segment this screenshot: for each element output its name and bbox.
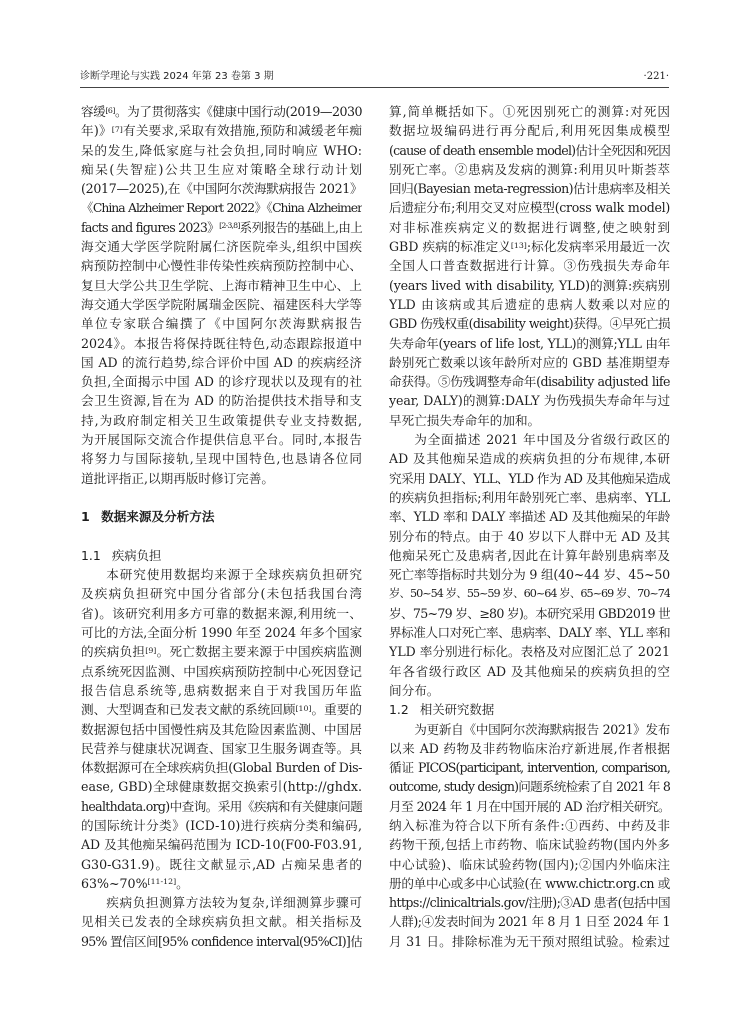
- text-run: GBD 疾病的标准定义: [389, 239, 511, 255]
- text-run: 月至 2024 年 1 月在中国开展的 AD 治疗相关研究。: [389, 798, 670, 814]
- text-run: 体数据源可在全球疾病负担(Global Burden of Dis-: [81, 760, 362, 776]
- text-line: [389, 874, 670, 893]
- text-run: 。为了贯彻落实《健康中国行动(2019—2030: [114, 104, 362, 119]
- text-line: [81, 102, 362, 121]
- subsection-heading: [81, 546, 362, 565]
- text-run: 失寿命年(years of life lost, YLL)的测算;YLL 由年: [389, 335, 670, 351]
- subsection-heading: [389, 700, 670, 719]
- text-run: 纳入标准为符合以下所有条件:①西药、中药及非: [389, 817, 670, 833]
- text-line: [389, 662, 670, 681]
- text-run: 63%~70%: [81, 875, 148, 891]
- text-run: 他痴呆死亡及患病者,因此在计算年龄别患病率及: [389, 547, 670, 563]
- text-line: [389, 584, 670, 603]
- citation-ref: [10]: [295, 703, 312, 713]
- text-line: [389, 198, 670, 217]
- text-line: [389, 835, 670, 854]
- text-run: AD 及其他痴呆编码范围为 ICD-10(F00-F03.91,: [81, 837, 362, 853]
- text-line: [81, 469, 362, 488]
- text-run: 报告信息系统等,患病数据来自于对我国历年监: [81, 682, 362, 698]
- text-run: 国 AD 的流行趋势,综合评价中国 AD 的疾病经济: [81, 354, 362, 370]
- text-run: 有关要求,采取有效措施,预防和减缓老年痴: [122, 123, 362, 139]
- text-line: [81, 642, 362, 661]
- text-run: (cause of death ensemble model)估计全死因和死因: [389, 142, 670, 158]
- text-line: [81, 584, 362, 603]
- text-run: YLD 由该病或其后遗症的患病人数乘以对应的: [389, 296, 670, 312]
- text-run: (2017—2025),在《中国阿尔茨海默病报告 2021》: [81, 181, 362, 197]
- text-run: 别分布的特点。由于 40 岁以下人群中无 AD 及其: [389, 528, 670, 544]
- text-line: [389, 893, 670, 912]
- text-line: [389, 739, 670, 758]
- text-run: 海交通大学医学院附属瑞金医院、福建医科大学等: [81, 296, 362, 312]
- text-line: [81, 932, 362, 951]
- text-run: ease, GBD)全球健康数据交换索引(http://ghdx.: [81, 779, 362, 795]
- running-header: [80, 66, 669, 88]
- text-line: [389, 855, 670, 874]
- text-line: [389, 141, 670, 160]
- text-line: [81, 855, 362, 874]
- text-run: 的疾病负担指标;利用年龄别死亡率、患病率、YLL: [389, 489, 670, 505]
- paragraph: [389, 720, 670, 952]
- text-run: 持,为政府制定相关卫生政策提供专业支持数据,: [81, 412, 362, 428]
- text-line: [389, 777, 670, 796]
- text-run: 为更新自《中国阿尔茨海默病报告 2021》发布: [414, 721, 670, 737]
- text-line: [81, 739, 362, 758]
- text-line: [389, 565, 670, 584]
- text-line: [81, 565, 362, 584]
- text-line: [81, 353, 362, 372]
- text-line: [81, 777, 362, 796]
- page-number: ·221·: [643, 71, 669, 82]
- text-run: ;标化发病率采用最近一次: [526, 239, 670, 255]
- text-line: [81, 893, 362, 912]
- text-run: 《China Alzheimer Report 2022》《China Alzheimer: [81, 200, 362, 216]
- text-line: [81, 720, 362, 739]
- text-run: 。死亡数据主要来源于中国疾病监测: [156, 644, 362, 660]
- text-run: 全国人口普查数据进行计算。③伤残损失寿命年: [389, 258, 670, 274]
- text-line: [389, 372, 670, 391]
- text-line: [81, 121, 362, 140]
- text-run: 系列报告的基础上,由上: [239, 219, 362, 235]
- text-run: 省)。该研究利用多方可靠的数据来源,利用统一、: [81, 605, 362, 621]
- text-run: 年各省级行政区 AD 及其他痴呆的疾病负担的空: [389, 663, 670, 679]
- text-line: [389, 797, 670, 816]
- text-line: [389, 912, 670, 931]
- text-line: [81, 141, 362, 160]
- text-line: [81, 256, 362, 275]
- text-line: [389, 642, 670, 661]
- heading-number: 1.1: [81, 547, 101, 563]
- text-run: 死亡率等指标时共划分为 9 组(40~44 岁、45~50: [389, 567, 670, 583]
- paragraph: [389, 430, 670, 700]
- journal-issue: 诊断学理论与实践 2024 年第 23 卷第 3 期: [80, 71, 274, 82]
- text-line: [389, 314, 670, 333]
- text-line: [389, 160, 670, 179]
- text-line: [389, 507, 670, 526]
- heading-title: 数据来源及分析方法: [101, 509, 215, 525]
- text-run: 及疾病负担研究中国分省部分(未包括我国台湾: [81, 586, 362, 602]
- text-run: year, DALY)的测算:DALY 为伤残损失寿命年与过: [389, 393, 670, 409]
- text-line: [389, 256, 670, 275]
- citation-ref: [13]: [510, 240, 527, 250]
- text-run: 。重要的: [311, 702, 362, 718]
- text-line: [389, 276, 670, 295]
- text-line: [81, 874, 362, 893]
- citation-ref: [2-3,8]: [219, 221, 240, 231]
- text-run: 为全面描述 2021 年中国及分省级行政区的: [414, 432, 670, 448]
- text-run: 病预防控制中心慢性非传染性疾病预防控制中心、: [81, 258, 362, 274]
- text-run: 别死亡率。②患病及发病的测算:利用贝叶斯荟萃: [389, 161, 670, 177]
- text-run: 可比的方法,全面分析 1990 年至 2024 年多个国家: [81, 625, 362, 641]
- text-run: 命获得。⑤伤残调整寿命年(disability adjusted life: [389, 374, 670, 390]
- paragraph: [81, 102, 362, 488]
- text-run: 循证 PICOS(participant, intervention, comparison,: [389, 760, 670, 776]
- text-run: 为开展国际交流合作提供信息平台。同时,本报告: [81, 432, 362, 448]
- text-line: [81, 681, 362, 700]
- text-line: [81, 276, 362, 295]
- text-run: 道批评指正,以期再版时修订完善。: [81, 470, 274, 486]
- text-line: [81, 835, 362, 854]
- text-line: [81, 430, 362, 449]
- citation-ref: [6]: [105, 105, 115, 115]
- text-line: [81, 334, 362, 353]
- text-run: 算,简单概括如下。①死因别死亡的测算:对死因: [389, 104, 670, 119]
- text-run: 见相关已发表的全球疾病负担文献。相关指标及: [81, 914, 362, 930]
- text-run: 界标准人口对死亡率、患病率、DALY 率、YLL 率和: [389, 625, 670, 641]
- text-run: (years lived with disability, YLD)的测算:疾病别: [389, 277, 670, 293]
- text-line: [389, 469, 670, 488]
- text-run: YLD 率分别进行标化。表格及对应图汇总了 2021: [389, 644, 670, 660]
- text-line: [389, 179, 670, 198]
- text-line: [389, 102, 670, 121]
- text-line: [81, 160, 362, 179]
- text-run: 将努力与国际接轨,呈现中国特色,也恳请各位同: [81, 451, 362, 467]
- text-run: 2024》。本报告将保持既往特色,动态跟踪报道中: [81, 335, 362, 351]
- text-run: 的国际统计分类》(ICD-10)进行疾病分类和编码,: [81, 817, 362, 833]
- text-line: [389, 488, 670, 507]
- heading-number: 1.2: [389, 702, 409, 718]
- text-run: 岁、50~54 岁、55~59 岁、60~64 岁、65~69 岁、70~74: [389, 587, 670, 601]
- heading-title: 疾病负担: [111, 547, 162, 563]
- text-line: [389, 334, 670, 353]
- paragraph: [81, 565, 362, 893]
- text-run: 数据垃圾编码进行再分配后,利用死因集成模型: [389, 123, 670, 139]
- text-line: [389, 430, 670, 449]
- text-line: [389, 391, 670, 410]
- text-run: outcome, study design)问题系统检索了自 2021 年 8: [389, 779, 670, 795]
- text-line: [389, 720, 670, 739]
- right-column: [389, 102, 670, 951]
- text-run: 龄别死亡数乘以该年龄所对应的 GBD 基准期望寿: [389, 354, 670, 370]
- paragraph: [81, 893, 362, 951]
- text-run: 率、YLD 率和 DALY 率描述 AD 及其他痴呆的年龄: [389, 509, 670, 525]
- text-line: [389, 353, 670, 372]
- text-run: 本研究使用数据均来源于全球疾病负担研究: [106, 567, 362, 583]
- text-run: 海交通大学医学院附属仁济医院牵头,组织中国疾: [81, 239, 362, 255]
- text-line: [81, 700, 362, 719]
- text-run: 间分布。: [389, 682, 440, 698]
- text-line: [81, 218, 362, 237]
- text-run: 究采用 DALY、YLL、YLD 作为 AD 及其他痴呆造成: [389, 470, 670, 486]
- text-run: G30-G31.9)。既往文献显示,AD 占痴呆患者的: [81, 856, 362, 872]
- text-line: [389, 527, 670, 546]
- text-run: 册的单中心或多中心试验(在 www.chictr.org.cn 或: [389, 875, 670, 891]
- text-run: 月 31 日。排除标准为无干预对照组试验。检索过: [389, 933, 670, 949]
- text-run: 民营养与健康状况调查、国家卫生服务调查等。具: [81, 740, 362, 756]
- text-line: [81, 314, 362, 333]
- text-run: healthdata.org)中查询。采用《疾病和有关健康问题: [81, 798, 362, 814]
- text-line: [81, 237, 362, 256]
- text-run: 复旦大学公共卫生学院、上海市精神卫生中心、上: [81, 277, 362, 293]
- text-run: 岁、75~79 岁、≥80 岁)。本研究采用 GBD2019 世: [389, 605, 670, 621]
- heading-number: 1: [81, 509, 90, 525]
- text-line: [389, 816, 670, 835]
- text-line: [389, 295, 670, 314]
- text-run: 单位专家联合编撰了《中国阿尔茨海默病报告: [81, 316, 362, 332]
- left-column: [81, 102, 362, 951]
- text-run: 年)》: [81, 123, 112, 139]
- text-run: https://clinicaltrials.gov/注册);③AD 患者(包括中国: [389, 895, 670, 911]
- text-line: [81, 372, 362, 391]
- text-run: GBD 伤残权重(disability weight)获得。④早死亡损: [389, 316, 670, 332]
- text-run: 呆的发生,降低家庭与社会负担,同时响应 WHO:: [81, 142, 362, 158]
- text-line: [81, 758, 362, 777]
- citation-ref: [9]: [145, 645, 157, 655]
- section-heading: [81, 507, 362, 526]
- text-run: 负担,全面揭示中国 AD 的诊疗现状以及现有的社: [81, 374, 362, 390]
- text-line: [81, 912, 362, 931]
- text-run: 后遗症分布;利用交叉对应模型(cross walk model): [389, 200, 670, 216]
- citation-ref: [7]: [111, 124, 123, 134]
- text-run: 中心试验)、临床试验药物(国内);②国内外临床注: [389, 856, 670, 872]
- text-line: [81, 295, 362, 314]
- text-line: [389, 623, 670, 642]
- text-run: AD 及其他痴呆造成的疾病负担的分布规律,本研: [389, 451, 670, 467]
- text-line: [81, 179, 362, 198]
- text-line: [389, 546, 670, 565]
- text-line: [81, 391, 362, 410]
- text-run: 早死亡损失寿命年的加和。: [389, 412, 541, 428]
- text-run: 人群);④发表时间为 2021 年 8 月 1 日至 2024 年 1: [389, 914, 670, 930]
- text-line: [389, 604, 670, 623]
- text-line: [81, 797, 362, 816]
- text-run: 痴呆(失智症)公共卫生应对策略全球行动计划: [81, 161, 362, 177]
- text-run: 疾病负担测算方法较为复杂,详细测算步骤可: [106, 895, 362, 911]
- text-line: [81, 411, 362, 430]
- text-run: 。: [176, 875, 189, 891]
- text-line: [81, 449, 362, 468]
- text-line: [389, 411, 670, 430]
- text-line: [389, 758, 670, 777]
- text-run: 测、大型调查和已发表文献的系统回顾: [81, 702, 296, 718]
- text-line: [81, 816, 362, 835]
- text-run: 会卫生资源,旨在为 AD 的防治提供技术指导和支: [81, 393, 362, 409]
- text-run: 容缓: [81, 104, 106, 119]
- text-line: [389, 218, 670, 237]
- text-line: [389, 449, 670, 468]
- text-run: 回归(Bayesian meta-regression)估计患病率及相关: [389, 181, 670, 197]
- text-line: [389, 237, 670, 256]
- text-line: [81, 604, 362, 623]
- citation-ref: [11-12]: [147, 877, 177, 887]
- text-line: [81, 623, 362, 642]
- text-run: 的疾病负担: [81, 644, 146, 660]
- text-run: facts and figures 2023》: [81, 219, 220, 235]
- paragraph: [389, 102, 670, 430]
- text-line: [81, 198, 362, 217]
- text-run: 数据源包括中国慢性病及其危险因素监测、中国居: [81, 721, 362, 737]
- heading-title: 相关研究数据: [419, 702, 495, 718]
- text-run: 药物干预,包括上市药物、临床试验药物(国内外多: [389, 837, 670, 853]
- text-run: 以来 AD 药物及非药物临床治疗新进展,作者根据: [389, 740, 670, 756]
- text-run: 95% 置信区间[95% confidence interval(95%CI)]估: [81, 933, 362, 949]
- text-line: [389, 121, 670, 140]
- text-line: [389, 681, 670, 700]
- text-run: 点系统死因监测、中国疾病预防控制中心死因登记: [81, 663, 362, 679]
- text-run: 对非标准疾病定义的数据进行调整,使之映射到: [389, 219, 670, 235]
- text-line: [389, 932, 670, 951]
- text-line: [81, 662, 362, 681]
